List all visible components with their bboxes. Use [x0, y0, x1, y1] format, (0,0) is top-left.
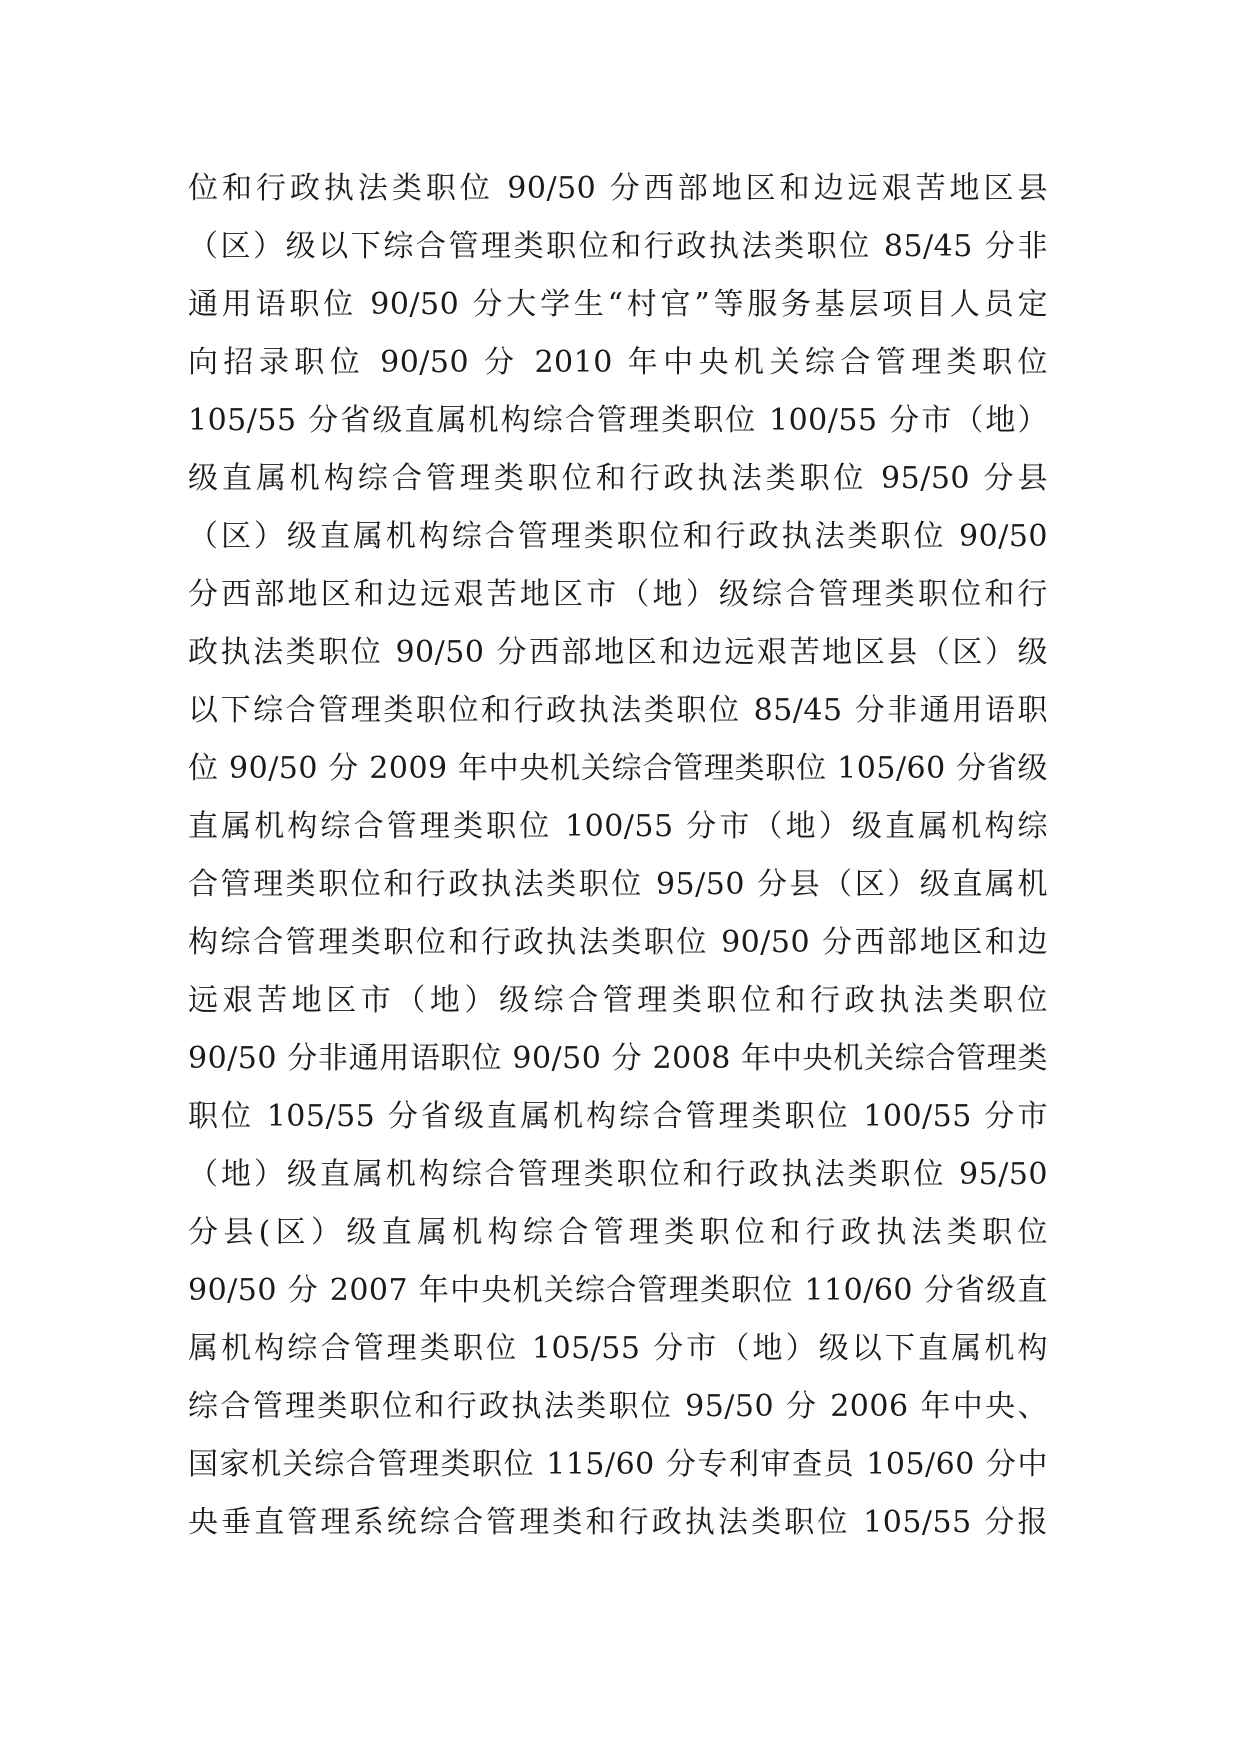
text-line: 属机构综合管理类职位 105/55 分市（地）级以下直属机构 [188, 1331, 1048, 1366]
text-line: 综合管理类职位和行政执法类职位 95/50 分 2006 年中央、 [188, 1389, 1048, 1424]
text-line: 构综合管理类职位和行政执法类职位 90/50 分西部地区和边 [188, 925, 1048, 960]
text-line: 位 90/50 分 2009 年中央机关综合管理类职位 105/60 分省级 [188, 751, 1048, 786]
text-line: 向招录职位 90/50 分 2010 年中央机关综合管理类职位 [188, 345, 1048, 380]
text-line: 国家机关综合管理类职位 115/60 分专利审查员 105/60 分中 [188, 1447, 1048, 1482]
text-line: 90/50 分 2007 年中央机关综合管理类职位 110/60 分省级直 [188, 1273, 1048, 1308]
text-line: 以下综合管理类职位和行政执法类职位 85/45 分非通用语职 [188, 693, 1048, 728]
text-line: 通用语职位 90/50 分大学生“村官”等服务基层项目人员定 [188, 287, 1048, 322]
text-line: 分县(区）级直属机构综合管理类职位和行政执法类职位 [188, 1215, 1048, 1250]
text-line: 远艰苦地区市（地）级综合管理类职位和行政执法类职位 [188, 983, 1048, 1018]
text-line: 直属机构综合管理类职位 100/55 分市（地）级直属机构综 [188, 809, 1048, 844]
text-line: 政执法类职位 90/50 分西部地区和边远艰苦地区县（区）级 [188, 635, 1048, 670]
text-line: 级直属机构综合管理类职位和行政执法类职位 95/50 分县 [188, 461, 1048, 496]
text-line: 105/55 分省级直属机构综合管理类职位 100/55 分市（地） [188, 403, 1048, 438]
text-line: 90/50 分非通用语职位 90/50 分 2008 年中央机关综合管理类 [188, 1041, 1048, 1076]
text-line: 分西部地区和边远艰苦地区市（地）级综合管理类职位和行 [188, 577, 1048, 612]
text-line: 位和行政执法类职位 90/50 分西部地区和边远艰苦地区县 [188, 171, 1048, 206]
text-line: 职位 105/55 分省级直属机构综合管理类职位 100/55 分市 [188, 1099, 1048, 1134]
text-line: （区）级以下综合管理类职位和行政执法类职位 85/45 分非 [188, 229, 1048, 264]
text-line: （地）级直属机构综合管理类职位和行政执法类职位 95/50 [188, 1157, 1048, 1192]
text-line: 合管理类职位和行政执法类职位 95/50 分县（区）级直属机 [188, 867, 1048, 902]
text-line: 央垂直管理系统综合管理类和行政执法类职位 105/55 分报 [188, 1505, 1048, 1540]
body-text [188, 160, 1048, 1552]
text-line: （区）级直属机构综合管理类职位和行政执法类职位 90/50 [188, 519, 1048, 554]
